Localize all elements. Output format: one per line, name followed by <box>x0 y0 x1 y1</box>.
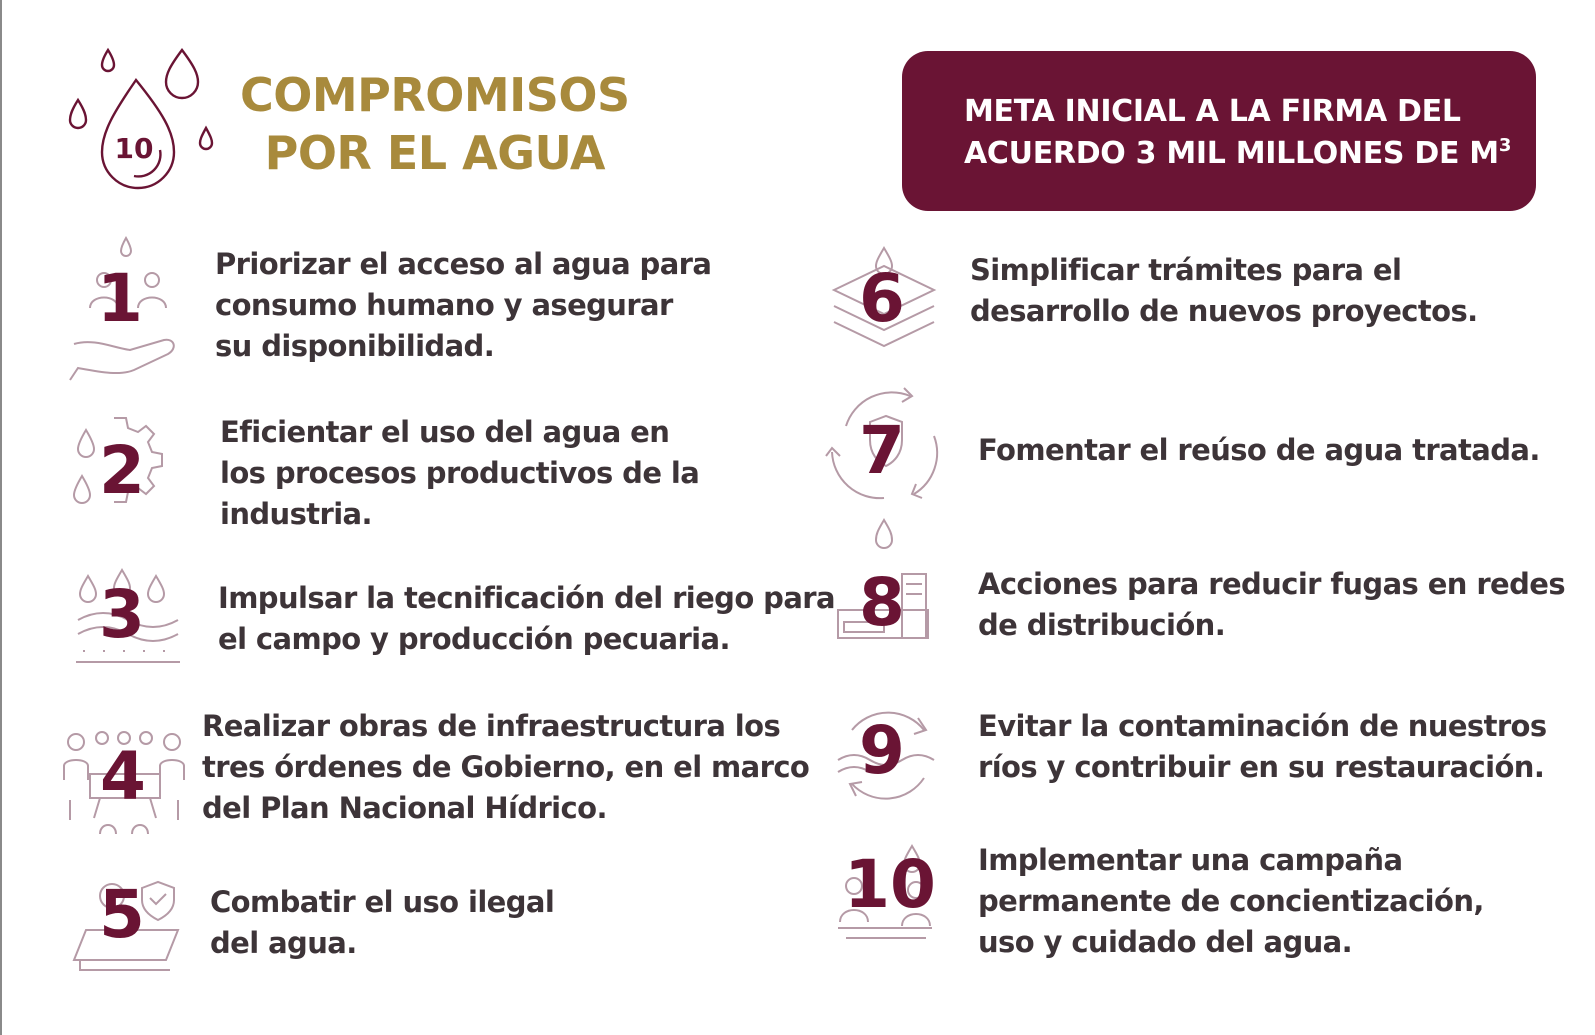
commitment-text: Acciones para reducir fugas en redes de distribución. <box>978 567 1565 642</box>
commitment-text: Evitar la contaminación de nuestros ríos y contribuir en su restauración. <box>978 709 1547 784</box>
goal-line-1: META INICIAL A LA FIRMA DEL <box>964 94 1461 129</box>
commitment-text: Implementar una campaña permanente de concientización, uso y cuidado del agua. <box>978 843 1484 959</box>
commitment-text: Impulsar la tecnificación del riego para el campo y producción pecuaria. <box>218 581 835 656</box>
page-edge <box>0 0 2 1035</box>
commitment-text: Priorizar el acceso al agua para consumo humano y asegurar su disponibilidad. <box>215 247 712 363</box>
commitment-text: Eficientar el uso del agua en los procesos productivos de la industria. <box>220 415 700 531</box>
logo-drops-icon <box>62 42 222 202</box>
commitment-number: 4 <box>100 738 146 815</box>
commitment-number: 1 <box>97 260 143 337</box>
commitment-number: 6 <box>859 260 905 337</box>
commitment-number: 8 <box>859 564 905 641</box>
page-title <box>240 66 630 182</box>
commitment-number: 7 <box>859 412 905 489</box>
commitment-number: 3 <box>99 576 145 653</box>
commitment-text: Fomentar el reúso de agua tratada. <box>978 433 1540 467</box>
logo-number: 10 <box>114 132 154 165</box>
commitment-number: 10 <box>844 846 936 923</box>
commitment-number: 2 <box>99 432 145 509</box>
goal-banner <box>902 51 1536 211</box>
commitment-number: 5 <box>99 876 145 953</box>
commitment-number: 9 <box>859 712 905 789</box>
commitment-text: Realizar obras de infraestructura los tres órdenes de Gobierno, en el marco del Plan Nacional Hídrico. <box>202 709 810 825</box>
goal-line-2: ACUERDO 3 MIL MILLONES DE $M^3$ <box>964 135 1512 171</box>
title-line-2: POR EL AGUA <box>264 126 606 180</box>
commitment-text: Simplificar trámites para el desarrollo de nuevos proyectos. <box>970 253 1478 328</box>
commitment-text: Combatir el uso ilegal del agua. <box>210 885 555 960</box>
title-line-1: COMPROMISOS <box>240 68 630 122</box>
